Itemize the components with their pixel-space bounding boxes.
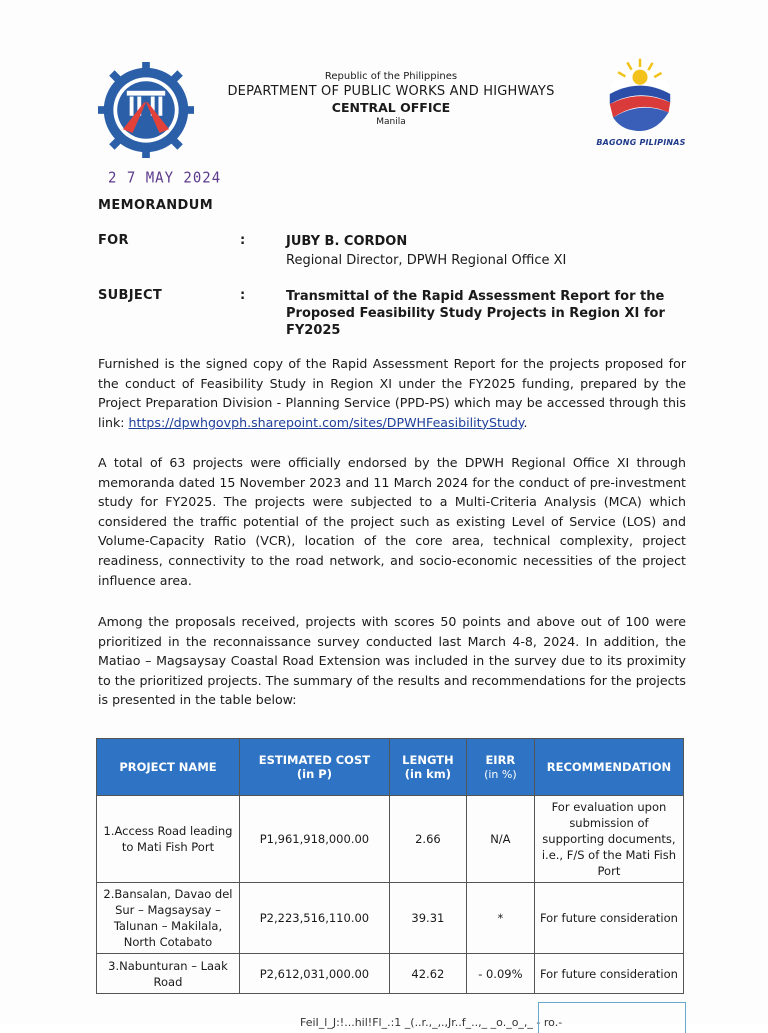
header-length: LENGTH (in km) <box>389 739 466 796</box>
bagong-pilipinas-label: BAGONG PILIPINAS <box>596 138 686 147</box>
paragraph-3: Among the proposals received, projects with scores 50 points and above out of 100 were prioritized in the reconnaissance survey conducted last March 4-8, 2024. In addition, the Matiao – Magsaysay Coastal Road Extension was included in the survey due to its proximity to the prioritized projects. The summary of the results and recommendations for the projects is presented in the table below: <box>98 614 686 708</box>
recipient-name: JUBY B. CORDON <box>286 234 408 249</box>
date-stamp: 2 7 MAY 2024 <box>108 169 222 187</box>
letterhead <box>220 70 562 128</box>
bagong-pilipinas-logo <box>598 52 682 136</box>
city-line: Manila <box>376 117 406 127</box>
office-line: CENTRAL OFFICE <box>331 100 451 115</box>
project-name-cell: 3.Nabunturan – Laak Road <box>97 954 240 994</box>
for-colon: : <box>240 233 246 248</box>
table-row <box>97 796 684 883</box>
estimated-cost-cell: P1,961,918,000.00 <box>239 796 389 883</box>
paragraph-1-end: . <box>523 414 528 430</box>
table-header-row <box>97 739 684 796</box>
eirr-cell: * <box>466 883 534 954</box>
bottom-certification-seal <box>538 1002 686 1033</box>
header-eirr: EIRR (in %) <box>466 739 534 796</box>
subject-colon: : <box>240 288 246 303</box>
project-name-cell: 1.Access Road leading to Mati Fish Port <box>97 796 240 883</box>
subject-label: SUBJECT <box>98 288 163 303</box>
recommendation-cell: For future consideration <box>534 883 683 954</box>
table-row <box>97 883 684 954</box>
republic-line: Republic of the Philippines <box>324 71 458 82</box>
subject-text: Transmittal of the Rapid Assessment Report for the Proposed Feasibility Study Projects in Region XI for FY2025 <box>286 289 665 338</box>
recommendation-cell: For evaluation upon submission of supporting documents, i.e., F/S of the Mati Fish Port <box>534 796 683 883</box>
length-cell: 39.31 <box>389 883 466 954</box>
header-recommendation: RECOMMENDATION <box>534 739 683 796</box>
length-cell: 2.66 <box>389 796 466 883</box>
recipient-title: Regional Director, DPWH Regional Office XI <box>286 253 567 268</box>
feasibility-study-link[interactable]: https://dpwhgovph.sharepoint.com/sites/DPWHFeasibilityStudy <box>128 414 524 430</box>
recommendation-cell: For future consideration <box>534 954 683 994</box>
bottom-cutoff-text: FeiI_l_J:!...hil!Fl_.:1 _(..r.,_,.,Jr..f_..,_ _o._o_,_ - ro.- <box>300 1016 563 1029</box>
dpwh-seal-logo <box>98 62 194 158</box>
department-line: DEPARTMENT OF PUBLIC WORKS AND HIGHWAYS <box>227 84 555 99</box>
eirr-cell: - 0.09% <box>466 954 534 994</box>
paragraph-2: A total of 63 projects were officially endorsed by the DPWH Regional Office XI through memoranda dated 15 November 2023 and 11 March 2024 for the conduct of pre-investment study for FY2025. The projects were subjected to a Multi-Criteria Analysis (MCA) which considered the traffic potential of the project such as existing Level of Service (LOS) and Volume-Capacity Ratio (VCR), location of the core area, technical complexity, project readiness, connectivity to the road network, and socio-economic necessities of the project influence area. <box>98 455 686 588</box>
length-cell: 42.62 <box>389 954 466 994</box>
header-estimated-cost: ESTIMATED COST (in P) <box>239 739 389 796</box>
paragraph-1 <box>98 354 686 432</box>
for-label: FOR <box>98 233 129 248</box>
estimated-cost-cell: P2,223,516,110.00 <box>239 883 389 954</box>
paragraph-1-text: Furnished is the signed copy of the Rapid Assessment Report for the projects proposed for the conduct of Feasibility Study in Region XI under the FY2025 funding, prepared by the Project Preparation Division - Planning Service (PPD-PS) which may be accessed through this link: <box>98 356 686 430</box>
estimated-cost-cell: P2,612,031,000.00 <box>239 954 389 994</box>
memorandum-title: MEMORANDUM <box>98 198 214 213</box>
table-row <box>97 954 684 994</box>
projects-table <box>96 738 684 994</box>
header-project-name: PROJECT NAME <box>97 739 240 796</box>
project-name-cell: 2.Bansalan, Davao del Sur – Magsaysay – Talunan – Makilala, North Cotabato <box>97 883 240 954</box>
eirr-cell: N/A <box>466 796 534 883</box>
for-value <box>286 233 686 269</box>
